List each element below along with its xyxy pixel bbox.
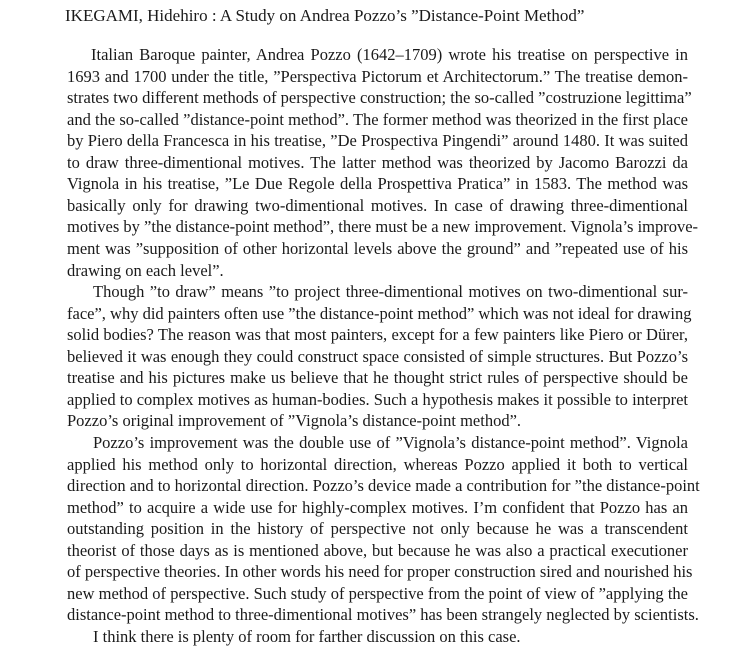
text-line: Pozzo’s improvement was the double use of ”Vignola’s distance-point method”. Vignola [93,433,688,452]
running-header: IKEGAMI, Hidehiro : A Study on Andrea Pozzo’s ”Distance-Point Method” [65,6,585,25]
text-line: believed it was enough they could construct space consisted of simple structures. But Pozzo’s [67,346,688,366]
text-line: ment was ”supposition of other horizontal levels above the ground” and ”repeated use of his [67,239,688,258]
text-line: distance-point method to three-dimentional motives” has been strangely neglected by scientists. [67,605,699,625]
text-line: new method of perspective. Such study of perspective from the point of view of ”applying the [67,583,688,603]
text-line: by Piero della Francesca in his treatise, ”De Prospectiva Pingendi” around 1480. It was suited [67,131,688,151]
text-line: motives by ”the distance-point method”, there must be a new improvement. Vignola’s improve- [67,217,699,237]
text-line: theorist of those days as is mentioned above, but because he was also a practical executioner [67,540,688,560]
text-line: Vignola in his treatise, ”Le Due Regole della Prospettiva Pratica” in 1583. The method was [67,174,688,194]
text-line: Pozzo’s original improvement of ”Vignola’s distance-point method”. [67,411,522,431]
text-line: and the so-called ”distance-point method”. The former method was theorized in the first place [67,109,688,129]
text-line: applied his method only to horizontal direction, whereas Pozzo applied it both to vertical [67,454,688,474]
text-line: strates two different methods of perspective construction; the so-called ”costruzione legittima” [67,88,692,108]
text-line: to draw three-dimentional motives. The latter method was theorized by Jacomo Barozzi da [67,152,688,172]
text-line: outstanding position in the history of perspective not only because he was a transcendent [67,519,688,539]
text-line: solid bodies? The reason was that most painters, except for a few painters like Piero or Dürer, [67,325,688,345]
text-line: Italian Baroque painter, Andrea Pozzo (1642–1709) wrote his treatise on perspective in [91,45,688,64]
text-line: treatise and his pictures make us believe that he thought strict rules of perspective should be [67,368,688,388]
text-line: 1693 and 1700 under the title, ”Perspectiva Pictorum et Architectorum.” The treatise demon- [67,66,688,86]
text-line: basically only for drawing two-dimentional motives. In case of drawing three-dimentional [67,195,688,215]
text-line: I think there is plenty of room for farther discussion on this case. [93,627,521,646]
text-line: of perspective theories. In other words his need for proper construction sired and nourished his [67,562,693,582]
text-line: drawing on each level”. [67,260,224,280]
text-line: face”, why did painters often use ”the distance-point method” which was not ideal for drawing [67,303,692,323]
text-line: method” to acquire a wide use for highly-complex motives. I’m confident that Pozzo has an [67,497,688,517]
text-line: applied to complex motives as human-bodies. Such a hypothesis makes it possible to interpret [67,389,688,409]
text-line: direction and to horizontal direction. Pozzo’s device made a contribution for ”the distance-point [67,476,700,496]
text-line: Though ”to draw” means ”to project three-dimentional motives on two-dimentional sur- [93,282,688,302]
